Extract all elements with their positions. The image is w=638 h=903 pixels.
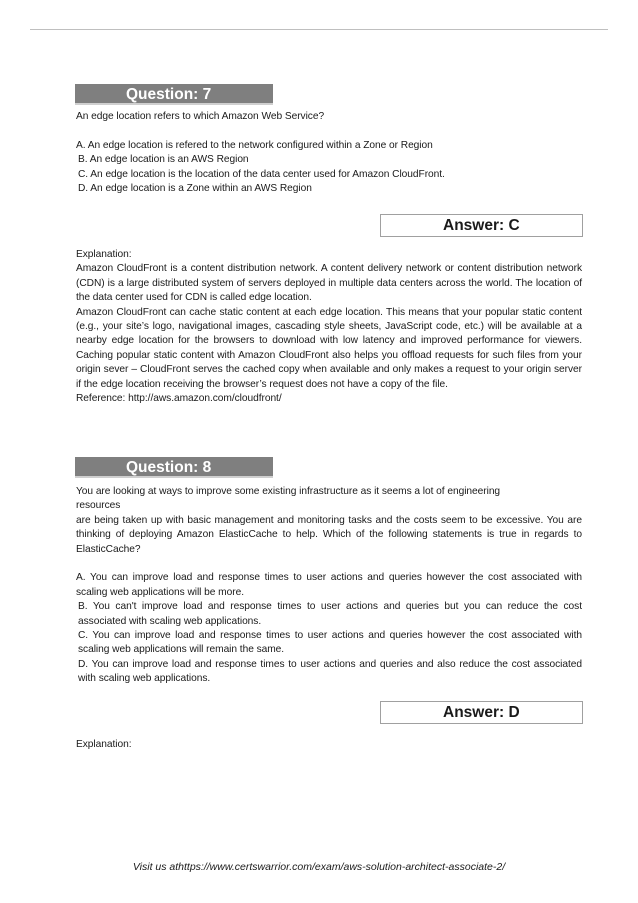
question-7-text: An edge location refers to which Amazon Web Service? [76,111,325,122]
question-7-answer: Answer: C [380,214,583,237]
question-7-explanation [76,248,582,406]
explanation-label: Explanation: [76,739,132,750]
explanation-paragraph-2: Amazon CloudFront can cache static content at each edge location. This means that your popular static content (e.g., your site’s logo, navigational images, cascading style sheets, JavaScript code, etc.) will be available at a nearby edge location for the browsers to download with low latency and improved performance for viewers. Caching popular static content with Amazon CloudFront also helps you offload requests for such files from your origin sever – CloudFront serves the cached copy when available and only makes a request to your origin server if the edge location receiving the browser’s request does not have a copy of the file. [76,306,582,390]
explanation-paragraph-1: Amazon CloudFront is a content distribution network. A content delivery network or content distribution network (CDN) is a large distributed system of servers deployed in multiple data centers across the world. The location of the data center used for CDN is called edge location. [76,263,582,304]
reference-link: Reference: http://aws.amazon.com/cloudfront/ [76,393,282,405]
question-7-option-b: B. An edge location is an AWS Region [78,154,249,166]
top-divider [30,29,608,30]
explanation-label: Explanation: [76,249,132,260]
question-8-text-line-2: resources [76,500,121,512]
question-7-option-d: D. An edge location is a Zone within an AWS Region [78,183,312,195]
question-7-option-c: C. An edge location is the location of the data center used for Amazon CloudFront. [78,168,445,180]
question-8-banner: Question: 8 [75,457,273,478]
question-7-body [76,110,582,196]
question-8-option-c: C. You can improve load and response times to user actions and queries however the cost associated with scaling web applications will remain the same. [78,630,582,656]
question-8-text-line-3: are being taken up with basic management and monitoring tasks and the costs seem to be excessive. You are thinking of deploying Amazon ElasticCache to help. Which of the following statements is true in regards to ElasticCache? [76,514,582,555]
question-8-option-a: A. You can improve load and response times to user actions and queries however the cost associated with scaling web applications will be more. [76,572,582,598]
question-8-explanation [76,738,582,752]
question-8-body [76,485,582,687]
question-8-text-line-1: You are looking at ways to improve some existing infrastructure as it seems a lot of engineering [76,486,501,497]
question-8-option-d: D. You can improve load and response times to user actions and queries and also reduce the cost associated with scaling web applications. [78,658,582,685]
question-7-banner: Question: 7 [75,84,273,105]
footer-link[interactable]: Visit us athttps://www.certswarrior.com/exam/aws-solution-architect-associate-2/ [132,861,506,873]
question-8-answer: Answer: D [380,701,583,724]
question-8-option-b: B. You can't improve load and response times to user actions and queries but you can reduce the cost associated with scaling web applications. [78,601,582,627]
question-7-option-a: A. An edge location is refered to the network configured within a Zone or Region [76,139,433,151]
